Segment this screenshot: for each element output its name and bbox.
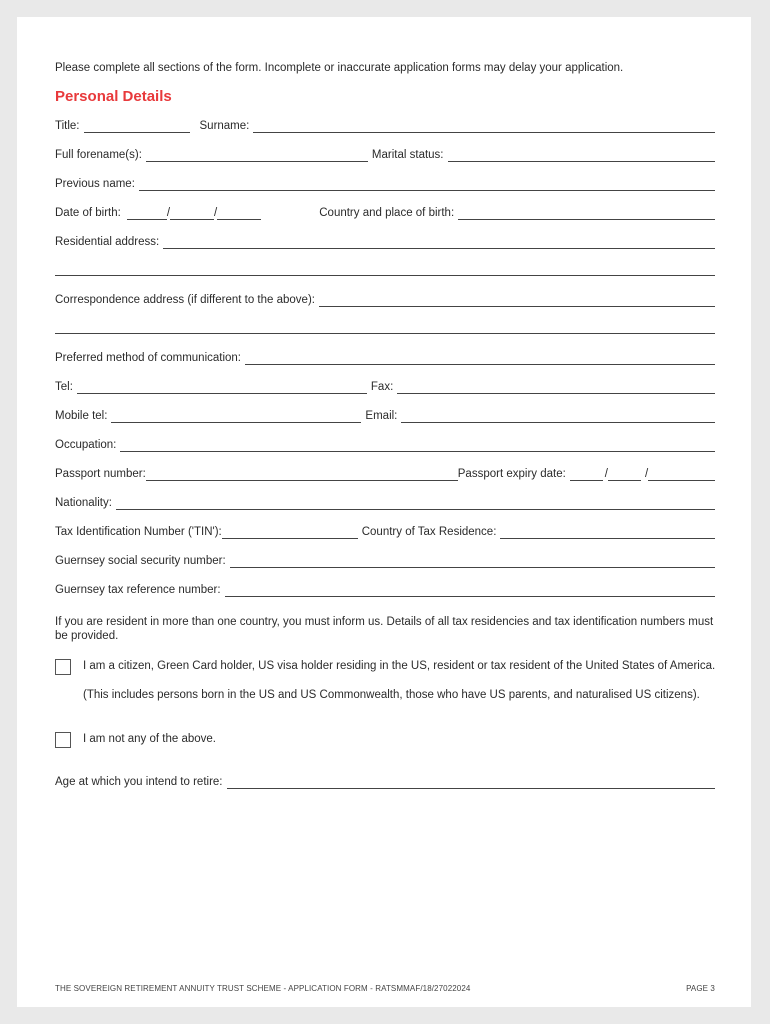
passport-expiry-label: Passport expiry date: — [457, 468, 566, 480]
page-number: PAGE 3 — [686, 984, 715, 993]
country-birth-field[interactable] — [458, 208, 715, 220]
dob-slash-2: / — [214, 207, 218, 219]
occupation-field[interactable] — [120, 440, 715, 452]
residential-row-2 — [55, 264, 715, 276]
guernsey-tax-label: Guernsey tax reference number: — [55, 584, 221, 596]
section-heading: Personal Details — [55, 88, 172, 105]
nationality-label: Nationality: — [55, 497, 112, 509]
tin-row — [55, 525, 715, 539]
dob-slash-1: / — [166, 207, 171, 219]
surname-label: Surname: — [199, 120, 250, 132]
not-us-person-checkbox[interactable] — [55, 732, 71, 748]
fax-field[interactable] — [397, 382, 715, 394]
mobile-field[interactable] — [111, 411, 361, 423]
forenames-marital-row — [55, 148, 715, 162]
retire-age-label: Age at which you intend to retire: — [55, 776, 223, 788]
country-tax-field[interactable] — [500, 527, 715, 539]
dob-year-field[interactable] — [217, 208, 261, 220]
correspondence-row-2 — [55, 322, 715, 334]
intro-text: Please complete all sections of the form. Incomplete or inaccurate application forms may delay your application. — [55, 62, 624, 74]
forenames-label: Full forename(s): — [55, 149, 142, 161]
preferred-communication-field[interactable] — [245, 353, 715, 365]
residential-address-label: Residential address: — [55, 236, 160, 248]
correspondence-address-field-2[interactable] — [55, 322, 715, 334]
not-us-person-text: I am not any of the above. — [83, 733, 216, 745]
residential-address-field[interactable] — [163, 237, 715, 249]
correspondence-address-label: Correspondence address (if different to the above): — [55, 294, 315, 306]
us-person-text: I am a citizen, Green Card holder, US visa holder residing in the US, resident or tax resident of the United States of America. — [83, 660, 716, 672]
form-page — [17, 17, 751, 1007]
preferred-row — [55, 351, 715, 365]
previous-name-label: Previous name: — [55, 178, 135, 190]
tel-field[interactable] — [77, 382, 367, 394]
passport-expiry-year-field[interactable] — [648, 469, 715, 481]
passport-number-field[interactable] — [146, 469, 458, 481]
forenames-field[interactable] — [146, 150, 368, 162]
footer-form-reference: THE SOVEREIGN RETIREMENT ANNUITY TRUST SCHEME - APPLICATION FORM - RATSMMAF/18/27022024 — [55, 984, 471, 993]
nationality-field[interactable] — [116, 498, 715, 510]
dob-country-row — [55, 206, 715, 220]
title-surname-row — [55, 119, 715, 133]
guernsey-ss-field[interactable] — [230, 556, 715, 568]
occupation-label: Occupation: — [55, 439, 117, 451]
dob-label: Date of birth: — [55, 207, 121, 219]
email-field[interactable] — [401, 411, 715, 423]
us-person-checkbox[interactable] — [55, 659, 71, 675]
tel-fax-row — [55, 380, 715, 394]
guernsey-ss-row — [55, 554, 715, 568]
marital-status-field[interactable] — [448, 150, 716, 162]
residential-address-field-2[interactable] — [55, 264, 715, 276]
guernsey-tax-row — [55, 583, 715, 597]
correspondence-address-field[interactable] — [319, 295, 715, 307]
email-label: Email: — [365, 410, 398, 422]
fax-label: Fax: — [370, 381, 394, 393]
marital-status-label: Marital status: — [371, 149, 444, 161]
previous-name-field[interactable] — [139, 179, 715, 191]
mobile-email-row — [55, 409, 715, 423]
correspondence-row — [55, 293, 715, 307]
passport-row — [55, 467, 715, 481]
guernsey-tax-field[interactable] — [225, 585, 715, 597]
title-field[interactable] — [84, 121, 190, 133]
expiry-slash-2: / — [645, 468, 649, 480]
passport-expiry-day-field[interactable] — [570, 469, 603, 481]
occupation-row — [55, 438, 715, 452]
passport-expiry-month-field[interactable] — [608, 469, 641, 481]
residency-note: If you are resident in more than one country, you must inform us. Details of all tax residencies and tax identification numbers must be provided. — [55, 616, 714, 642]
nationality-row — [55, 496, 715, 510]
passport-number-label: Passport number: — [55, 468, 146, 480]
surname-field[interactable] — [253, 121, 715, 133]
tel-label: Tel: — [55, 381, 73, 393]
title-label: Title: — [55, 120, 80, 132]
tin-field[interactable] — [222, 527, 358, 539]
expiry-slash-1: / — [604, 468, 608, 480]
mobile-label: Mobile tel: — [55, 410, 108, 422]
previous-name-row — [55, 177, 715, 191]
residential-row — [55, 235, 715, 249]
guernsey-ss-label: Guernsey social security number: — [55, 555, 226, 567]
country-birth-label: Country and place of birth: — [319, 207, 455, 219]
dob-month-field[interactable] — [170, 208, 214, 220]
retire-age-row — [55, 775, 715, 789]
retire-age-field[interactable] — [227, 777, 716, 789]
country-tax-label: Country of Tax Residence: — [361, 526, 497, 538]
tin-label: Tax Identification Number ('TIN'): — [55, 526, 222, 538]
us-person-subtext: (This includes persons born in the US and US Commonwealth, those who have US parents, and naturalised US citizens). — [83, 689, 700, 701]
dob-day-field[interactable] — [127, 208, 167, 220]
preferred-communication-label: Preferred method of communication: — [55, 352, 242, 364]
